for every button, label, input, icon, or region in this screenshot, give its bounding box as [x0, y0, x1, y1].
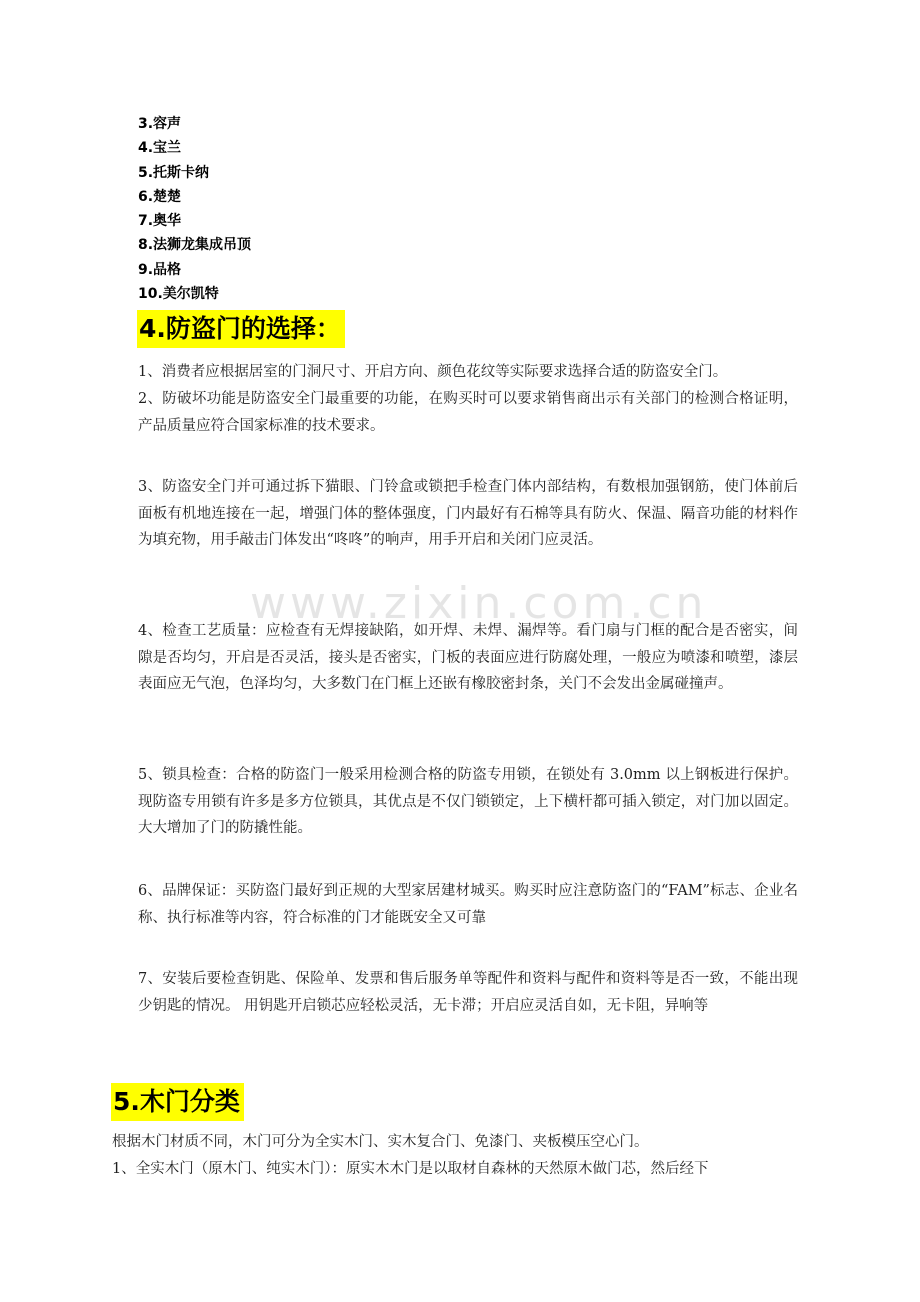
- section-4-paragraph-2: 2、防破坏功能是防盗安全门最重要的功能，在购买时可以要求销售商出示有关部门的检测合格证明，产品质量应符合国家标准的技术要求。: [138, 391, 798, 434]
- watermark: www.zixin.com.cn: [250, 578, 708, 629]
- list-item: 10.美尔凯特: [138, 286, 219, 303]
- list-item: 9.品格: [138, 261, 182, 278]
- section-4-paragraph-1: 1、消费者应根据居室的门洞尺寸、开启方向、颜色花纹等实际要求选择合适的防盗安全门。: [138, 364, 728, 380]
- list-item: 7.奥华: [138, 213, 182, 230]
- section-4-paragraph-4: 4、检查工艺质量：应检查有无焊接缺陷，如开焊、未焊、漏焊等。看门扇与门框的配合是否密实，间隙是否均匀，开启是否灵活，接头是否密实，门板的表面应进行防腐处理，一般应为喷漆和喷塑，漆层表面应无气泡，色泽均匀，大多数门在门框上还嵌有橡胶密封条，关门不会发出金属碰撞声。: [138, 623, 798, 692]
- list-item: 4.宝兰: [138, 140, 182, 157]
- list-item: 5.托斯卡纳: [138, 164, 210, 181]
- section-5-paragraph-2: 1、全实木门（原木门、纯实木门）：原实木木门是以取材自森林的天然原木做门芯，然后经下: [112, 1161, 709, 1177]
- section-4-paragraph-5: 5、锁具检查：合格的防盗门一般采用检测合格的防盗专用锁，在锁处有 3.0mm 以上钢板进行保护。现防盗专用锁有许多是多方位锁具，其优点是不仅门锁锁定，上下横杆都可插入锁定，对门加以固定。大大增加了门的防撬性能。: [138, 767, 798, 836]
- section-4-heading: 4.防盗门的选择：: [137, 310, 345, 348]
- section-5-heading: 5.木门分类: [111, 1083, 244, 1121]
- section-5-paragraph-1: 根据木门材质不同，木门可分为全实木门、实木复合门、免漆门、夹板模压空心门。: [112, 1134, 649, 1150]
- list-item: 6.楚楚: [138, 188, 182, 205]
- brand-list: [138, 112, 738, 306]
- section-4-paragraph-7: 7、安装后要检查钥匙、保险单、发票和售后服务单等配件和资料与配件和资料等是否一致，不能出现少钥匙的情况。 用钥匙开启锁芯应轻松灵活，无卡滞；开启应灵活自如，无卡阻，异响等: [138, 971, 798, 1014]
- section-4-paragraph-3: 3、防盗安全门并可通过拆下猫眼、门铃盒或锁把手检查门体内部结构，有数根加强钢筋，使门体前后面板有机地连接在一起，增强门体的整体强度，门内最好有石棉等具有防火、保温、隔音功能的材料作为填充物，用手敲击门体发出“咚咚”的响声，用手开启和关闭门应灵活。: [138, 479, 798, 548]
- section-4-paragraph-6: 6、品牌保证：买防盗门最好到正规的大型家居建材城买。购买时应注意防盗门的“FAM”标志、企业名称、执行标准等内容，符合标准的门才能既安全又可靠: [138, 883, 798, 926]
- list-item: 8.法狮龙集成吊顶: [138, 237, 252, 254]
- list-item: 3.容声: [138, 116, 182, 132]
